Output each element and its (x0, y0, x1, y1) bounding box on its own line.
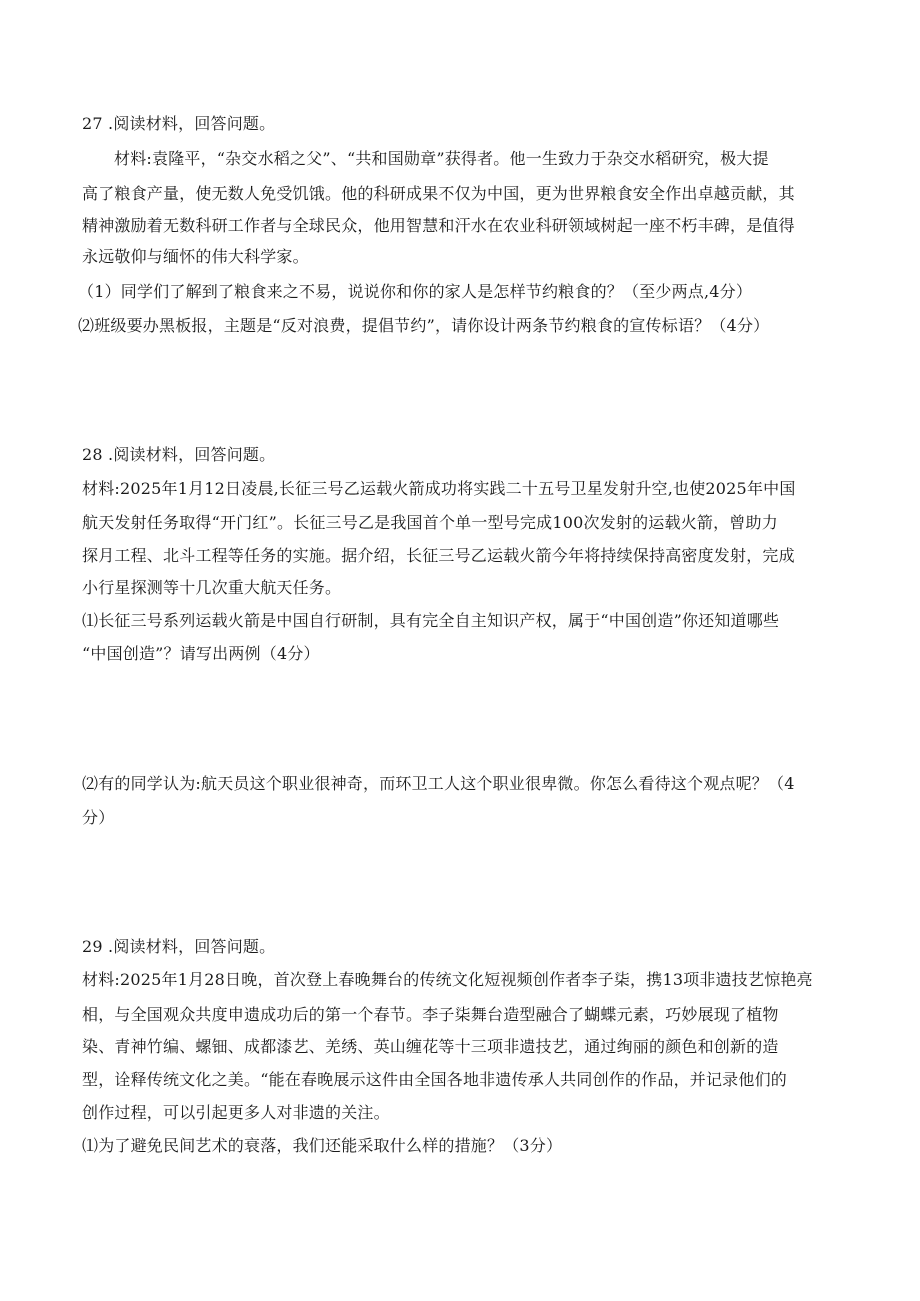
q27-material-line: 高了粮食产量，使无数人免受饥饿。他的科研成果不仅为中国，更为世界粮食安全作出卓越贡献，其 (82, 184, 795, 203)
q27-material-line: 精神激励着无数科研工作者与全球民众，他用智慧和汗水在农业科研领域树起一座不朽丰碑，是值得 (82, 216, 795, 235)
q29-heading: 29 .阅读材料，回答问题。 (82, 937, 276, 956)
q28-sub-question-2-cont: 分） (82, 808, 115, 827)
q29-material-line: 染、青神竹编、螺钿、成都漆艺、羌绣、英山缠花等十三项非遗技艺，通过绚丽的颜色和创新的造 (82, 1037, 779, 1056)
q27-material-line: 材料:袁隆平，“杂交水稻之父”、“共和国勋章”获得者。他一生致力于杂交水稻研究，极大提 (114, 149, 769, 168)
q28-heading: 28 .阅读材料，回答问题。 (82, 445, 276, 464)
q28-material-line: 探月工程、北斗工程等任务的实施。据介绍，长征三号乙运载火箭今年将持续保持高密度发射，完成 (82, 546, 795, 565)
q28-material-line: 小行星探测等十几次重大航天任务。 (82, 578, 342, 597)
q27-material-line: 永远敬仰与缅怀的伟大科学家。 (82, 247, 309, 266)
q29-material-line: 型，诠释传统文化之美。“能在春晚展示这件由全国各地非遗传承人共同创作的作品，并记录他们的 (82, 1070, 787, 1089)
q27-sub-question-1: （1）同学们了解到了粮食来之不易，说说你和你的家人是怎样节约粮食的？（至少两点,4分） (78, 282, 753, 301)
q29-material-line: 材料:2025年1月28日晚，首次登上春晚舞台的传统文化短视频创作者李子柒，携13项非遗技艺惊艳亮 (82, 970, 813, 989)
q28-sub-question-1-cont: “中国创造”？请写出两例（4分） (82, 644, 320, 663)
q29-material-line: 创作过程，可以引起更多人对非遗的关注。 (82, 1103, 390, 1122)
q27-heading: 27 .阅读材料，回答问题。 (82, 114, 276, 133)
q27-sub-question-2: ⑵班级要办黑板报，主题是“反对浪费，提倡节约”，请你设计两条节约粮食的宣传标语？（4分） (78, 316, 770, 335)
q28-sub-question-2: ⑵有的同学认为:航天员这个职业很神奇，而环卫工人这个职业很卑微。你怎么看待这个观点呢？（4 (82, 774, 795, 793)
q28-sub-question-1: ⑴长征三号系列运载火箭是中国自行研制，具有完全自主知识产权，属于“中国创造”你还知道哪些 (82, 611, 780, 630)
q28-material-line: 材料:2025年1月12日凌晨,长征三号乙运载火箭成功将实践二十五号卫星发射升空,也使2025年中国 (82, 479, 796, 498)
q29-sub-question-1: ⑴为了避免民间艺术的衰落，我们还能采取什么样的措施？（3分） (82, 1136, 563, 1155)
q28-material-line: 航天发射任务取得“开门红”。长征三号乙是我国首个单一型号完成100次发射的运载火箭，曾助力 (82, 513, 778, 532)
q29-material-line: 相，与全国观众共度申遗成功后的第一个春节。李子柒舞台造型融合了蝴蝶元素，巧妙展现了植物 (82, 1005, 779, 1024)
